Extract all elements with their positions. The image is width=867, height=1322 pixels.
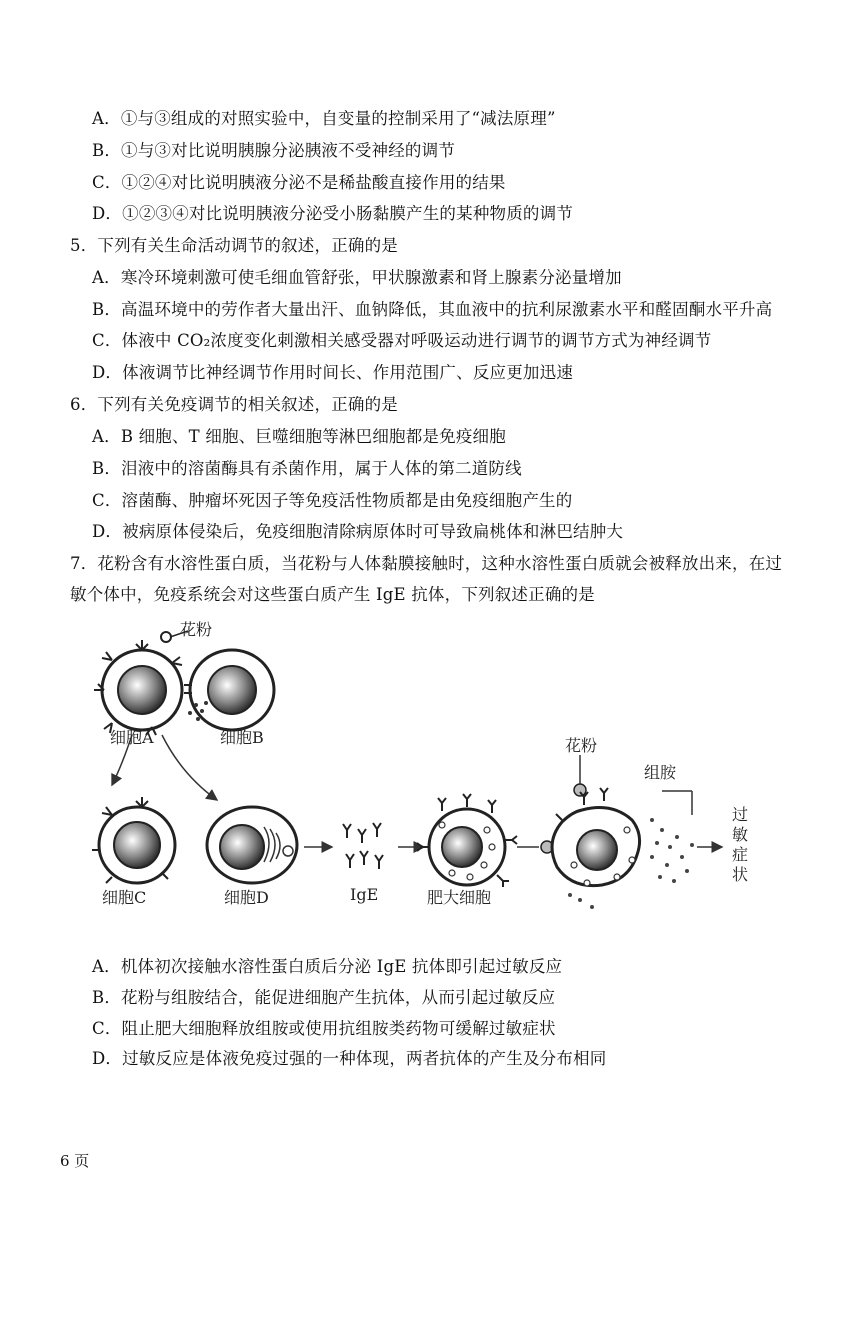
q4-option-c: C．①②④对比说明胰液分泌不是稀盐酸直接作用的结果: [92, 173, 506, 192]
cell-a: [94, 631, 188, 735]
q5-option-d: D．体液调节比神经调节作用时间长、作用范围广、反应更加迅速: [92, 363, 574, 382]
q5-option-c: C．体液中 CO₂浓度变化刺激相关感受器对呼吸运动进行调节的调节方式为神经调节: [92, 331, 712, 350]
q7-option-d: D．过敏反应是体液免疫过强的一种体现，两者抗体的产生及分布相同: [92, 1049, 607, 1068]
cell-b: [184, 650, 274, 730]
cell-d: [207, 807, 297, 883]
q6-option-c: C．溶菌酶、肿瘤坏死因子等免疫活性物质都是由免疫细胞产生的: [92, 491, 573, 510]
q6-option-b: B．泪液中的溶菌酶具有杀菌作用，属于人体的第二道防线: [92, 459, 522, 478]
label-mast-cell: 肥大细胞: [427, 888, 492, 907]
mast-cell: [417, 794, 517, 887]
allergy-diagram: [92, 615, 772, 935]
q6-stem: 6．下列有关免疫调节的相关叙述，正确的是: [70, 395, 398, 414]
label-cell-a: 细胞A: [110, 728, 154, 747]
q5-option-b: B．高温环境中的劳作者大量出汗、血钠降低，其血液中的抗利尿激素水平和醛固酮水平升高: [92, 300, 773, 319]
ige-antibodies: [343, 823, 383, 869]
q5-stem: 5．下列有关生命活动调节的叙述，正确的是: [70, 236, 398, 255]
label-pollen-top: 花粉: [565, 736, 598, 755]
label-histamine: 组胺: [644, 763, 677, 782]
label-pollen: 花粉: [180, 620, 213, 639]
label-cell-b: 细胞B: [220, 728, 264, 747]
label-ige: IgE: [350, 885, 379, 904]
cell-c: [92, 797, 175, 883]
page-number: 6 页: [60, 1152, 90, 1170]
q4-option-b: B．①与③对比说明胰腺分泌胰液不受神经的调节: [92, 141, 456, 160]
q4-option-a: A．①与③组成的对照实验中，自变量的控制采用了“减法原理”: [92, 109, 556, 128]
degranulating-mast-cell: [552, 788, 694, 909]
q7-stem-line2: 敏个体中，免疫系统会对这些蛋白质产生 IgE 抗体，下列叙述正确的是: [70, 585, 595, 604]
q6-option-d: D．被病原体侵染后，免疫细胞清除病原体时可导致扁桃体和淋巴结肿大: [92, 522, 624, 541]
label-cell-d: 细胞D: [224, 888, 269, 907]
q7-option-c: C．阻止肥大细胞释放组胺或使用抗组胺类药物可缓解过敏症状: [92, 1019, 556, 1038]
q4-option-d: D．①②③④对比说明胰液分泌受小肠黏膜产生的某种物质的调节: [92, 204, 574, 223]
label-allergy-symptom: 过敏症状: [732, 805, 749, 884]
label-cell-c: 细胞C: [102, 888, 147, 907]
q7-stem-line1: 7．花粉含有水溶性蛋白质，当花粉与人体黏膜接触时，这种水溶性蛋白质就会被释放出来，在过: [70, 554, 783, 573]
q7-option-a: A．机体初次接触水溶性蛋白质后分泌 IgE 抗体即引起过敏反应: [92, 957, 563, 976]
q5-option-a: A．寒冷环境刺激可使毛细血管舒张，甲状腺激素和肾上腺素分泌量增加: [92, 268, 622, 287]
q6-option-a: A．B 细胞、T 细胞、巨噬细胞等淋巴细胞都是免疫细胞: [92, 427, 506, 446]
q7-option-b: B．花粉与组胺结合，能促进细胞产生抗体，从而引起过敏反应: [92, 988, 556, 1007]
